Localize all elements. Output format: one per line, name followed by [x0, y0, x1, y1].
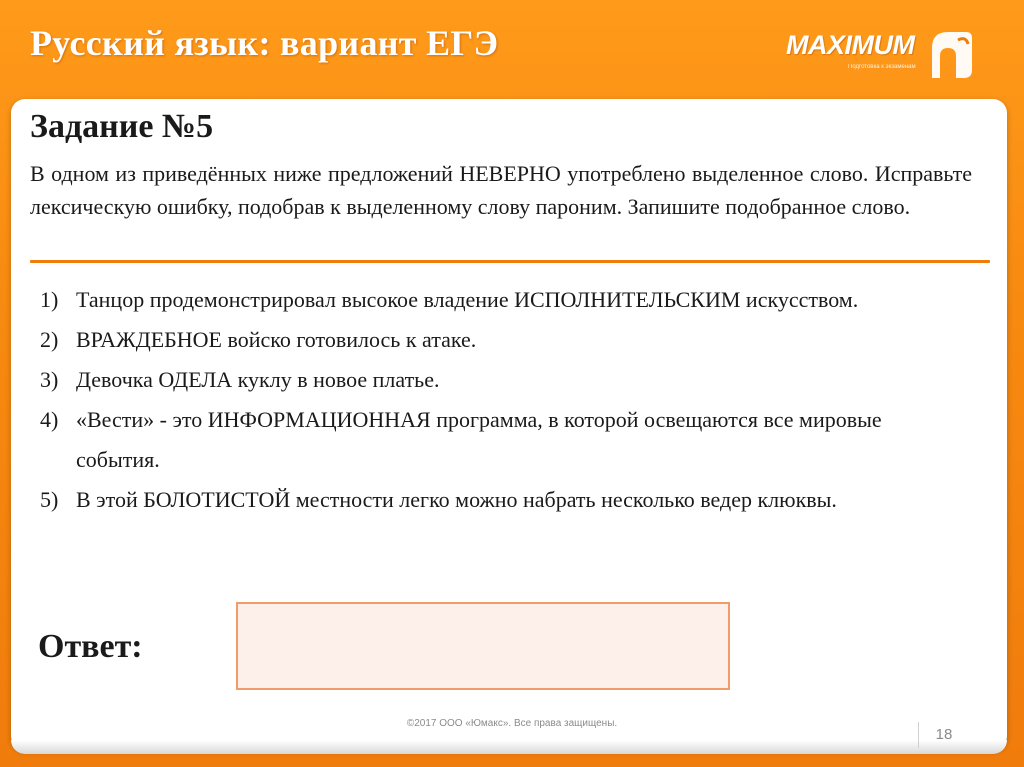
option-text: ВРАЖДЕБНОЕ войско готовилось к атаке.	[76, 327, 477, 352]
list-item	[40, 400, 940, 480]
list-item	[40, 280, 940, 320]
list-item	[40, 360, 940, 400]
copyright-text: ©2017 ООО «Юмакс». Все права защищены.	[406, 718, 618, 729]
list-item	[40, 480, 940, 520]
divider	[30, 260, 990, 263]
maximum-logo	[786, 26, 976, 84]
answer-box[interactable]	[236, 602, 730, 690]
option-text: Девочка ОДЕЛА куклу в новое платье.	[76, 367, 440, 392]
answer-label: Ответ:	[38, 628, 143, 665]
page-number: 18	[918, 722, 969, 748]
card-bottom-edge	[11, 740, 1007, 754]
option-text: В этой БОЛОТИСТОЙ местности легко можно набрать несколько ведер клюквы.	[76, 487, 837, 512]
list-item	[40, 320, 940, 360]
slide-title: Русский язык: вариант ЕГЭ	[30, 23, 499, 63]
option-number: 4)	[40, 407, 59, 432]
option-text: «Вести» - это ИНФОРМАЦИОННАЯ программа, в которой освещаются все мировые события.	[76, 407, 882, 472]
option-number: 2)	[40, 327, 59, 352]
logo-mark-icon	[926, 26, 976, 82]
options-list	[40, 280, 940, 520]
task-instruction: В одном из приведённых ниже предложений НЕВЕРНО употреблено выделенное слово. Исправьте лексическую ошибку, подобрав к выделенному слову пароним. Запишите подобранное слово.	[30, 161, 972, 219]
task-title: Задание №5	[30, 108, 214, 145]
option-number: 3)	[40, 367, 59, 392]
option-text: Танцор продемонстрировал высокое владение ИСПОЛНИТЕЛЬСКИМ искусством.	[76, 287, 859, 312]
option-number: 1)	[40, 287, 59, 312]
logo-text: MAXIMUM	[786, 30, 915, 60]
logo-tagline: Подготовка к экзаменам	[848, 64, 916, 70]
option-number: 5)	[40, 487, 59, 512]
